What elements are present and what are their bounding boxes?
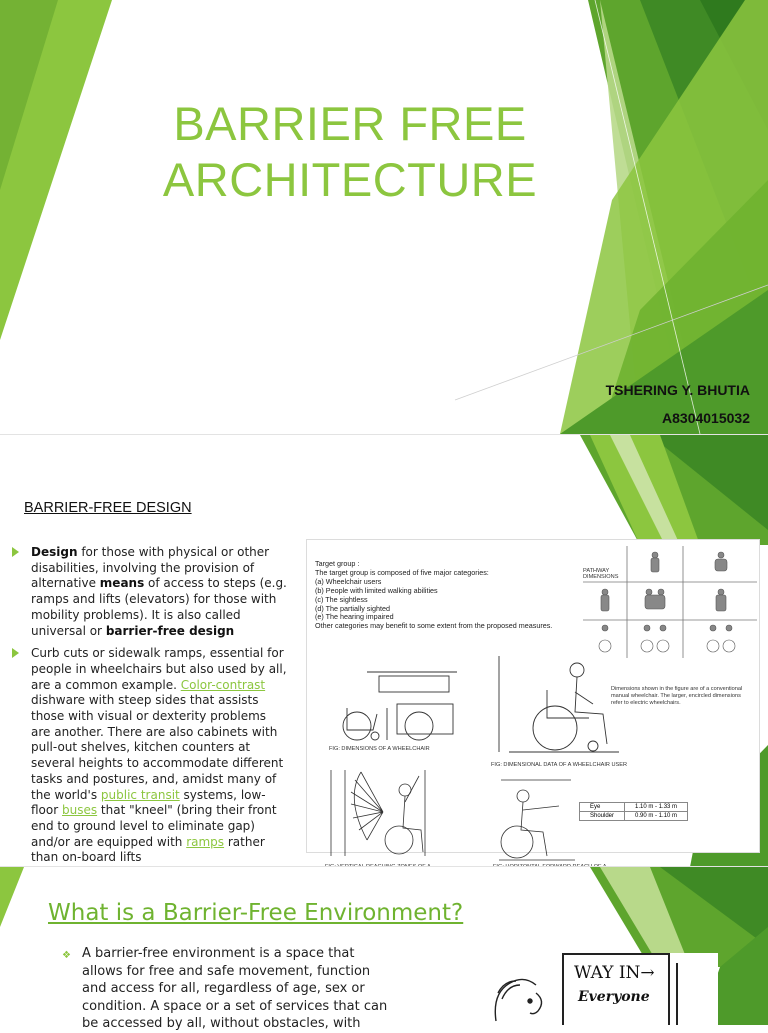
- title-line-1: BARRIER FREE: [173, 97, 527, 150]
- bullet-list: [12, 545, 288, 873]
- body-text: for those with physical or other disabilities, involving the provision of alternative: [31, 545, 270, 591]
- color-contrast-link[interactable]: Color-contrast: [180, 677, 266, 692]
- arrow-bullet-icon: [12, 648, 19, 658]
- body-text: Curb cuts or sidewalk ramps, essential for people in wheelchairs but also used by all, are a common example.: [31, 646, 287, 692]
- slide-title: What is a Barrier-Free Environment?: [48, 900, 464, 926]
- sign-line-2: Everyone: [578, 989, 650, 1005]
- target-line: (c) The sightless: [315, 594, 368, 604]
- sign-line-1: WAY IN→: [574, 963, 655, 983]
- target-group-text: [315, 560, 595, 631]
- wheelchair-user-drawing: [489, 652, 629, 762]
- body-text: that "kneel" (bring their front end to ground level to eliminate gap) and/or are equipped with: [31, 803, 277, 849]
- author-id: A8304015032: [662, 410, 750, 426]
- bold-text: means: [99, 576, 145, 591]
- horizontal-reach-drawing: [491, 776, 581, 866]
- presentation-title: [140, 96, 560, 208]
- bold-text: barrier-free design: [105, 623, 235, 638]
- table-cell: Eye: [580, 803, 625, 812]
- list-item: [12, 545, 288, 639]
- caption-dimensional-data: FIG: DIMENSIONAL DATA OF A WHEELCHAIR USER: [491, 762, 628, 768]
- body-text: of access to steps (e.g. ramps and lifts (elevators) for those with mobility problems). It is also called universal or: [31, 576, 287, 638]
- pathway-pictograms: [583, 546, 757, 658]
- target-line: Target group :: [315, 559, 360, 568]
- table-cell: 0.90 m - 1.10 m: [625, 812, 688, 821]
- body-text: rather than on-board lifts: [31, 834, 265, 865]
- table-row: [580, 803, 688, 812]
- way-in-sign: [562, 953, 670, 1025]
- list-item: [12, 646, 288, 866]
- wheelchair-dimensions-figure: [306, 539, 760, 853]
- target-line: (b) People with limited walking abilities: [315, 585, 438, 595]
- sign-post: [676, 963, 678, 1025]
- green-decoration-slide1: [0, 0, 768, 434]
- buses-link[interactable]: buses: [62, 803, 98, 818]
- title-line-2: ARCHITECTURE: [162, 153, 538, 206]
- reach-table: [579, 802, 688, 821]
- target-line: The target group is composed of five major categories:: [315, 567, 489, 577]
- bold-text: Design: [31, 545, 78, 559]
- arrow-bullet-icon: [12, 547, 19, 557]
- dimensions-note: Dimensions shown in the figure are of a conventional manual wheelchair. The larger, encircled dimensions refer to electric wheelchairs.: [611, 686, 743, 706]
- table-row: [580, 812, 688, 821]
- diamond-bullet-icon: ❖: [62, 950, 71, 961]
- target-line: (e) The hearing impaired: [315, 612, 394, 622]
- vertical-reach-drawing: [321, 768, 461, 864]
- design-slide: [0, 434, 768, 866]
- body-paragraph: [62, 945, 392, 1033]
- environment-slide: [0, 866, 768, 1031]
- caption-dimensions-wheelchair: FIG: DIMENSIONS OF A WHEELCHAIR: [329, 746, 430, 752]
- body-text: systems, low-floor: [31, 787, 266, 818]
- ramps-link[interactable]: ramps: [186, 834, 225, 849]
- section-heading: BARRIER-FREE DESIGN: [24, 500, 192, 516]
- body-text: A barrier-free environment is a space that allows for free and safe movement, function and access for all, regardless of age, sex or condition. A space or a set of services that can be accessed by all, without obstacles, with: [82, 946, 388, 1031]
- body-text: dishware with steep sides that assists those with visual or dexterity problems are another. There are also cabinets with pull-out shelves, kitchen counters at several heights to accommodate different tasks and postures, and, amidst many of the world's: [31, 693, 284, 802]
- way-in-cartoon: [490, 953, 718, 1025]
- target-line: Other categories may benefit to some extent from the proposed measures.: [315, 621, 553, 631]
- title-slide: [0, 0, 768, 434]
- author-name: TSHERING Y. BHUTIA: [605, 382, 750, 398]
- target-line: (a) Wheelchair users: [315, 576, 382, 586]
- table-cell: 1.10 m - 1.33 m: [625, 803, 688, 812]
- cartoon-face-icon: [490, 971, 554, 1025]
- table-cell: Shoulder: [580, 812, 625, 821]
- target-line: (d) The partially sighted: [315, 603, 390, 613]
- pathway-label: PATHWAY DIMENSIONS: [583, 568, 619, 580]
- public-transit-link[interactable]: public transit: [100, 787, 180, 802]
- wheelchair-plan-drawing: [327, 668, 497, 743]
